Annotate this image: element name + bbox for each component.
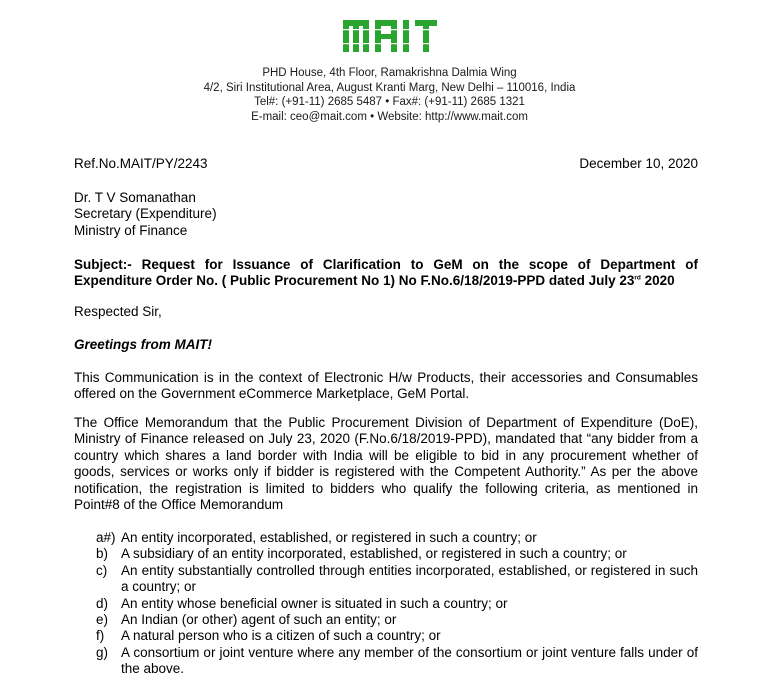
criteria-list <box>96 530 698 678</box>
addressee-title: Secretary (Expenditure) <box>74 206 217 222</box>
list-marker: g) <box>96 644 109 660</box>
list-item-text: An entity incorporated, established, or registered in such a country; or <box>121 530 537 545</box>
subject-line <box>74 257 698 290</box>
list-item-text: A natural person who is a citizen of such a country; or <box>121 628 441 644</box>
mait-logo-icon <box>341 14 439 56</box>
list-item-text: An Indian (or other) agent of such an entity; or <box>121 612 397 628</box>
list-item <box>96 596 698 612</box>
list-item-text: A consortium or joint venture where any member of the consortium or joint venture falls under of the above. <box>121 644 698 677</box>
letterhead-line: 4/2, Siri Institutional Area, August Kranti Marg, New Delhi – 110016, India <box>203 81 576 94</box>
list-item <box>96 530 698 546</box>
list-item <box>96 612 698 628</box>
subject-tail: 2020 <box>640 273 675 289</box>
letter-date: December 10, 2020 <box>579 156 698 171</box>
letterhead-line: E-mail: ceo@mait.com • Website: http://www.mait.com <box>251 110 528 123</box>
list-marker: d) <box>96 595 109 611</box>
list-item-text: A subsidiary of an entity incorporated, established, or registered in such a country; or <box>121 546 627 562</box>
mait-logo <box>341 14 439 56</box>
paragraph-memorandum: The Office Memorandum that the Public Procurement Division of Department of Expenditure (DoE), Ministry of Finance released on July 23, 2020 (F.No.6/18/2019-PPD), mandated that “any bidder from a country which shares a land border with India will be eligible to bid in any procurement whether of goods, services or works only if bidder is registered with the Competent Authority.” As per the above notification, the registration is limited to bidders who qualify the following criteria, as mentioned in Point#8 of the Office Memorandum <box>74 415 698 513</box>
addressee-ministry: Ministry of Finance <box>74 222 188 238</box>
letterhead-line: Tel#: (+91-11) 2685 5487 • Fax#: (+91-11) 2685 1321 <box>254 96 525 108</box>
subject-superscript: rd <box>634 274 641 282</box>
addressee-block <box>74 190 698 239</box>
list-item-text: An entity whose beneficial owner is situated in such a country; or <box>121 595 508 611</box>
list-marker: c) <box>96 562 108 578</box>
reference-number: Ref.No.MAIT/PY/2243 <box>74 156 208 171</box>
list-item <box>96 563 698 596</box>
mait-logo-mark <box>343 20 437 52</box>
subject-text: Subject:- Request for Issuance of Clarification to GeM on the scope of Department of Expenditure Order No. ( Public Procurement No 1) No F.No.6/18/2019-PPD dated July 23 <box>74 257 698 289</box>
list-marker: f) <box>96 628 105 644</box>
list-marker: a#) <box>96 530 116 545</box>
salutation: Respected Sir, <box>74 304 162 319</box>
letterhead-line: PHD House, 4th Floor, Ramakrishna Dalmia Wing <box>262 67 517 79</box>
list-item <box>96 628 698 644</box>
reference-row <box>74 156 698 172</box>
list-item-text: An entity substantially controlled through entities incorporated, established, or registered in such a country; or <box>121 562 698 595</box>
letterhead <box>0 14 779 124</box>
addressee-name: Dr. T V Somanathan <box>74 190 196 205</box>
greeting: Greetings from MAIT! <box>74 337 213 352</box>
list-item <box>96 546 698 562</box>
list-marker: b) <box>96 546 109 562</box>
list-item <box>96 645 698 678</box>
paragraph-context: This Communication is in the context of Electronic H/w Products, their accessories and Consumables offered on the Government eCommerce Marketplace, GeM Portal. <box>74 370 698 402</box>
list-marker: e) <box>96 612 109 628</box>
letterhead-address <box>0 66 779 124</box>
